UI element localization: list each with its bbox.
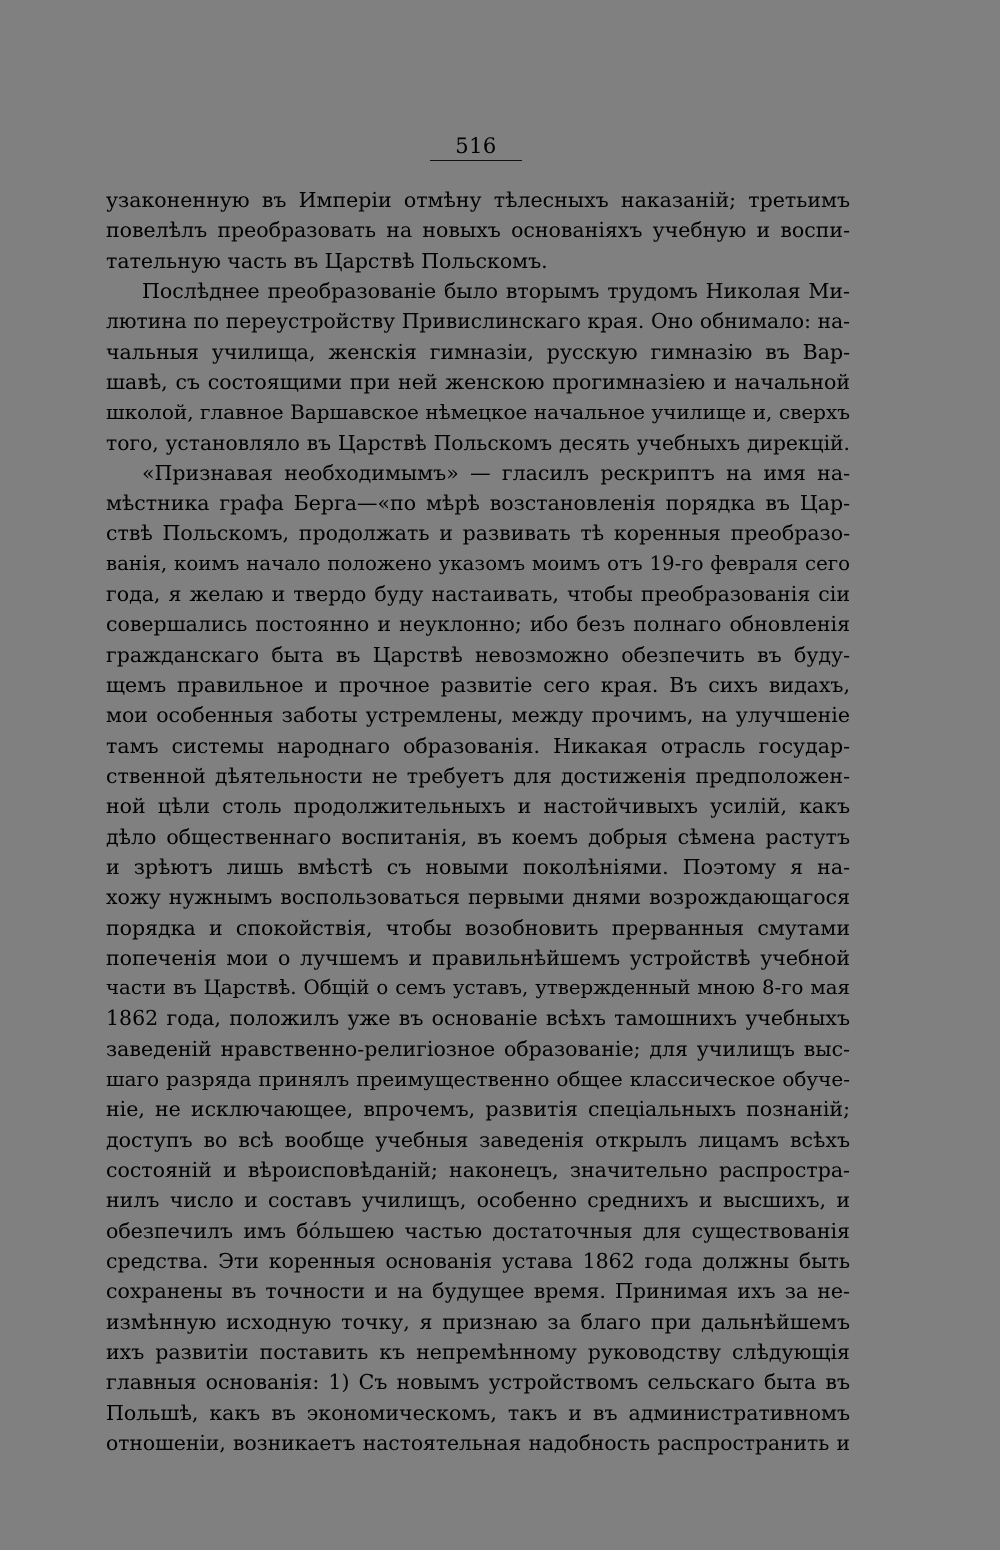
page-number-rule (430, 160, 522, 161)
text-line: повелѣлъ преобразовать на новыхъ основаніяхъ учебную и воспи- (106, 218, 850, 243)
text-line: попеченія мои о лучшемъ и правильнѣйшемъ устройствѣ учебной (106, 945, 850, 970)
text-line: хожу нужнымъ воспользоваться первыми днями возрождающагося (106, 885, 850, 910)
text-line: средства. Эти коренныя основанія устава 1862 года должны быть (106, 1248, 850, 1273)
text-line: ственной дѣятельности не требуетъ для достиженія предположен- (106, 763, 850, 788)
text-line: ствѣ Польскомъ, продолжать и развивать тѣ коренныя преобразо- (106, 521, 850, 546)
text-line: лютина по переустройству Привислинскаго края. Оно обнимало: на- (106, 309, 850, 334)
text-line: школой, главное Варшавское нѣмецкое начальное училище и, сверхъ (106, 400, 850, 425)
text-line: узаконенную въ Имперіи отмѣну тѣлесныхъ наказаній; третьимъ (106, 188, 850, 212)
text-line: состояній и вѣроисповѣданій; наконецъ, значительно распростра- (106, 1158, 850, 1182)
text-line: тательную часть въ Царствѣ Польскомъ. (106, 248, 548, 273)
text-line: мои особенныя заботы устремлены, между прочимъ, на улучшеніе (106, 703, 850, 728)
text-line: доступъ во всѣ вообще учебныя заведенія открылъ лицамъ всѣхъ (106, 1127, 850, 1152)
text-line: дѣло общественнаго воспитанія, въ коемъ добрыя сѣмена растутъ (106, 824, 850, 849)
page-number: 516 (455, 134, 497, 158)
text-line: 1862 года, положилъ уже въ основаніе всѣхъ тамошнихъ учебныхъ (106, 1006, 850, 1031)
text-line: отношеніи, возникаетъ настоятельная надобность распространить и (106, 1430, 850, 1455)
text-line: ванія, коимъ начало положено указомъ моимъ отъ 19-го февраля сего (106, 551, 850, 575)
text-line: Польшѣ, какъ въ экономическомъ, такъ и въ административномъ (106, 1400, 850, 1425)
text-line: совершались постоянно и неуклонно; ибо безъ полнаго обновленія (106, 612, 850, 637)
text-line: заведеній нравственно-религіозное образованіе; для училищъ выс- (106, 1036, 850, 1061)
text-line: чальныя училища, женскія гимназіи, русскую гимназію въ Вар- (106, 339, 850, 364)
text-line: шаго разряда принялъ преимущественно общее классическое обуче- (106, 1067, 850, 1092)
text-line: главныя основанія: 1) Съ новымъ устройствомъ сельскаго быта въ (106, 1370, 850, 1395)
text-line: порядка и спокойствія, чтобы возобновить прерванныя смутами (106, 915, 850, 940)
text-line: тамъ системы народнаго образованія. Никакая отрасль государ- (106, 733, 850, 758)
text-line: ной цѣли столь продолжительныхъ и настойчивыхъ усилій, какъ (106, 794, 850, 819)
text-line: шавѣ, съ состоящими при ней женскою прогимназіею и начальной (106, 369, 850, 394)
text-line: того, установляло въ Царствѣ Польскомъ десять учебныхъ дирекцій. (106, 430, 850, 455)
text-line: обезпечилъ имъ бóльшею частью достаточныя для существованія (106, 1218, 850, 1243)
text-line: и зрѣютъ лишь вмѣстѣ съ новыми поколѣніями. Поэтому я на- (106, 854, 850, 879)
text-line: мѣстника графа Берга—«по мѣрѣ возстановленія порядка въ Цар- (106, 491, 850, 516)
text-line: «Признавая необходимымъ» — гласилъ рескриптъ на имя на- (142, 460, 850, 485)
text-line: ихъ развитіи поставить къ непремѣнному руководству слѣдующія (106, 1339, 850, 1364)
text-line: измѣнную исходную точку, я признаю за благо при дальнѣйшемъ (106, 1309, 850, 1334)
text-line: сохранены въ точности и на будущее время. Принимая ихъ за не- (106, 1279, 850, 1304)
text-line: ніе, не исключающее, впрочемъ, развитія спеціальныхъ познаній; (106, 1097, 850, 1122)
text-line: части въ Царствѣ. Общій о семъ уставъ, утвержденный мною 8-го мая (106, 976, 850, 1000)
text-line: гражданскаго быта въ Царствѣ невозможно обезпечить въ буду- (106, 642, 850, 667)
text-line: года, я желаю и твердо буду настаивать, чтобы преобразованія сіи (106, 582, 850, 607)
text-body (106, 185, 850, 1458)
text-line: нилъ число и составъ училищъ, особенно среднихъ и высшихъ, и (106, 1188, 850, 1213)
text-line: Послѣднее преобразованіе было вторымъ трудомъ Николая Ми- (142, 278, 850, 303)
text-line: щемъ правильное и прочное развитіе сего края. Въ сихъ видахъ, (106, 673, 850, 697)
